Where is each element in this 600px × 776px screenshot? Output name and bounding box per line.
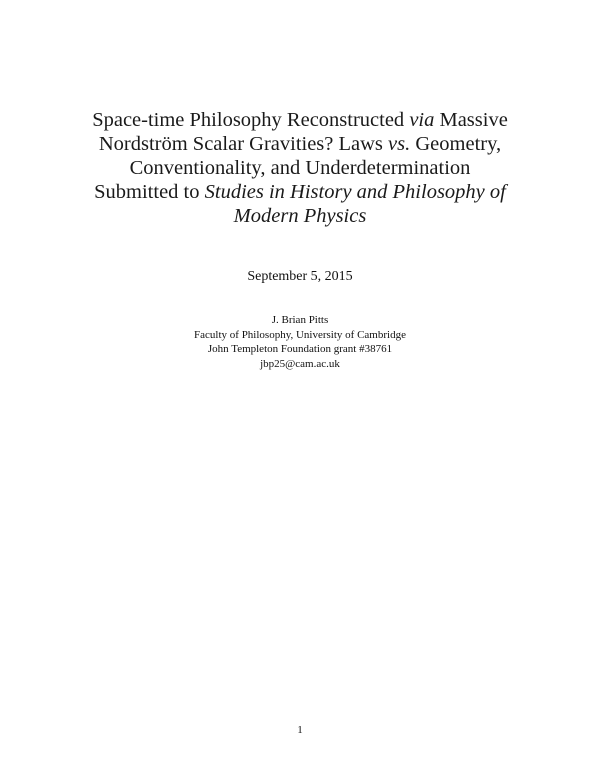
- title-line-1-part-a: Space-time Philosophy Reconstructed: [92, 109, 410, 131]
- author-name: J. Brian Pitts: [271, 314, 329, 326]
- page-number: 1: [297, 724, 303, 736]
- paper-title: [50, 108, 550, 228]
- journal-name-part-2: Modern Physics: [233, 205, 367, 227]
- paper-date: September 5, 2015: [247, 269, 353, 284]
- author-email: jbp25@cam.ac.uk: [260, 357, 340, 370]
- title-line-2: [50, 132, 550, 156]
- title-line-3: Conventionality, and Underdetermination: [129, 157, 471, 179]
- author-grant: John Templeton Foundation grant #38761: [207, 343, 393, 355]
- title-line-4-part-a: Submitted to: [94, 181, 205, 203]
- title-line-1-italic-via: via: [409, 109, 435, 131]
- title-line-2-part-c: Geometry,: [410, 133, 502, 155]
- author-affiliation: Faculty of Philosophy, University of Cambridge: [194, 328, 406, 341]
- author-block: [0, 313, 600, 371]
- journal-name-part-1: Studies in History and Philosophy of: [204, 181, 506, 203]
- title-line-2-part-a: Nordström Scalar Gravities? Laws: [98, 133, 389, 155]
- title-line-1-part-c: Massive: [434, 109, 508, 131]
- title-line-2-italic-vs: vs.: [388, 133, 411, 155]
- title-line-1: [50, 108, 550, 132]
- title-line-4: [50, 180, 550, 204]
